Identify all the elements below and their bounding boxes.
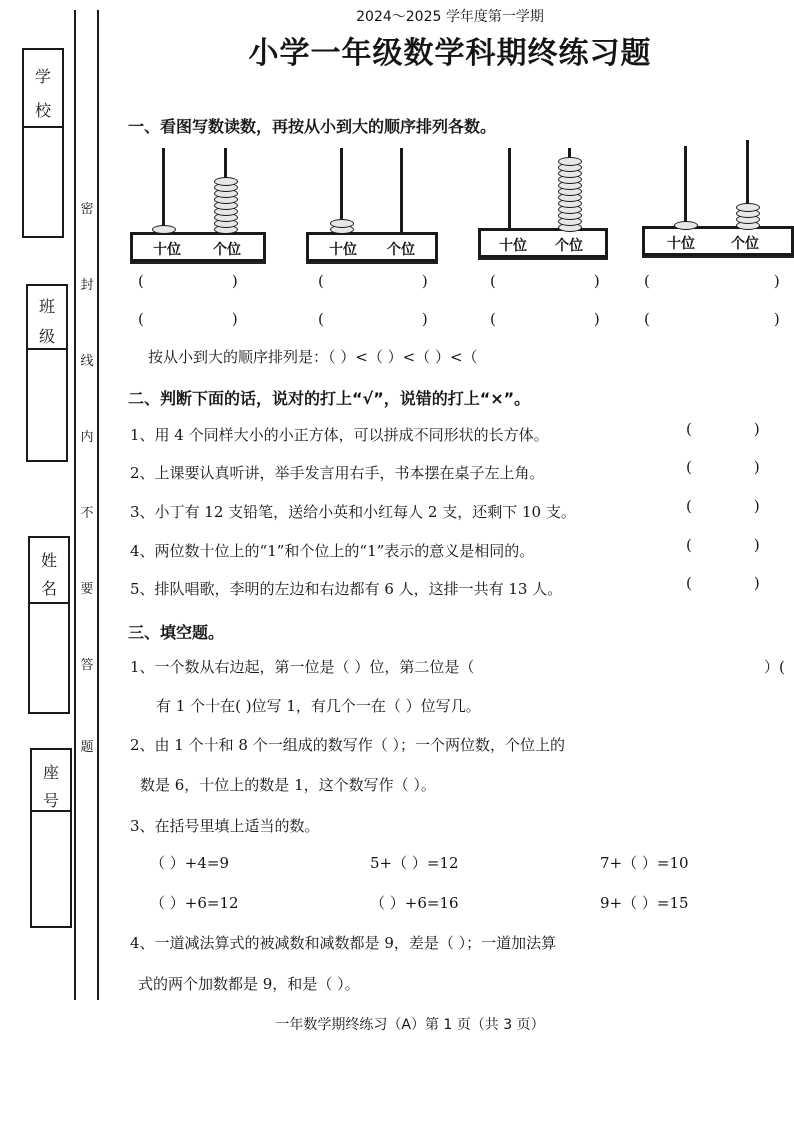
school-year: 2024～2025 学年度第一学期 [356, 9, 544, 25]
class-divider [28, 348, 66, 350]
equation-5[interactable]: （ ）+6=16 [370, 894, 459, 912]
seal-char-2: 封 [80, 278, 94, 293]
page-title: 小学一年级数学科期终练习题 [248, 36, 652, 71]
fill-q1-line1: 1、一个数从右边起，第一位是（ ）位，第二位是（ [130, 658, 475, 676]
abacus-4-reading-blank[interactable]: ( ) [644, 310, 780, 328]
abacus-4-ones-bead [736, 203, 760, 212]
binding-line-right [97, 10, 99, 1000]
fill-q1-line2: 有 1 个十在( )位写 1，有几个一在（ ）位写几。 [156, 697, 481, 715]
section1-heading: 一、看图写数读数，再按从小到大的顺序排列各数。 [128, 117, 497, 136]
abacus-3-number-blank[interactable]: ( ) [490, 272, 600, 290]
fill-q2-line1: 2、由 1 个十和 8 个一组成的数写作（ ）；一个两位数，个位上的 [130, 736, 565, 754]
name-label-2: 名 [40, 579, 57, 598]
page-footer: 一年数学期终练习（A）第 1 页（共 3 页） [275, 1017, 545, 1033]
judge-answer-4[interactable]: ( ) [686, 536, 760, 554]
seal-char-1: 密 [80, 202, 94, 217]
equation-4[interactable]: （ ）+6=12 [150, 894, 239, 912]
judge-answer-2[interactable]: ( ) [686, 458, 760, 476]
seat-label-1: 座 [42, 763, 59, 782]
school-label-2: 校 [34, 101, 51, 120]
abacus-4-tens-label: 十位 [667, 236, 695, 252]
judge-item-1: 1、用 4 个同样大小的小正方体，可以拼成不同形状的长方体。 [130, 426, 549, 444]
order-prompt: 按从小到大的顺序排列是：（ ）<（ ）<（ ）<（ [148, 348, 478, 366]
judge-item-2: 2、上课要认真听讲，举手发言用右手，书本摆在桌子左上角。 [130, 464, 545, 482]
seal-char-8: 题 [80, 740, 94, 755]
name-divider [30, 602, 68, 604]
judge-item-4: 4、两位数十位上的“1”和个位上的“1”表示的意义是相同的。 [130, 542, 535, 560]
abacus-1 [130, 140, 266, 264]
fill-q4-line1: 4、一道减法算式的被减数和减数都是 9，差是（ ）；一道加法算 [130, 934, 557, 952]
abacus-2-tens-bead [330, 219, 354, 228]
abacus-4-tens-rod [684, 146, 687, 230]
judge-answer-3[interactable]: ( ) [686, 497, 760, 515]
class-label-1: 班 [38, 297, 55, 316]
class-label-2: 级 [38, 327, 55, 346]
abacus-2-ones-rod [400, 148, 403, 234]
abacus-3 [478, 140, 608, 264]
abacus-3-tens-label: 十位 [499, 238, 527, 254]
judge-answer-5[interactable]: ( ) [686, 574, 760, 592]
fill-q2-line2: 数是 6，十位上的数是 1，这个数写作（ ）。 [140, 776, 436, 794]
equation-1[interactable]: （ ）+4=9 [150, 854, 229, 872]
seat-label-2: 号 [42, 791, 59, 810]
school-divider [24, 126, 62, 128]
fill-q4-line2: 式的两个加数都是 9，和是（ ）。 [138, 975, 360, 993]
abacus-3-reading-blank[interactable]: ( ) [490, 310, 600, 328]
abacus-2-reading-blank[interactable]: ( ) [318, 310, 428, 328]
abacus-4-number-blank[interactable]: ( ) [644, 272, 780, 290]
abacus-1-ones-label: 个位 [213, 242, 241, 258]
abacus-1-reading-blank[interactable]: ( ) [138, 310, 238, 328]
seal-char-4: 内 [80, 430, 94, 445]
binding-line-left [74, 10, 76, 1000]
abacus-4-frame [642, 226, 794, 256]
school-label-1: 学 [34, 67, 51, 86]
seal-char-6: 要 [80, 582, 94, 597]
section3-heading: 三、填空题。 [128, 623, 225, 642]
seal-char-3: 线 [80, 354, 94, 369]
name-label-1: 姓 [40, 551, 57, 570]
judge-item-3: 3、小丁有 12 支铅笔，送给小英和小红每人 2 支，还剩下 10 支。 [130, 503, 576, 521]
abacus-2-number-blank[interactable]: ( ) [318, 272, 428, 290]
judge-item-5: 5、排队唱歌，李明的左边和右边都有 6 人，这排一共有 13 人。 [130, 580, 563, 598]
equation-2[interactable]: 5+（ ）=12 [370, 854, 459, 872]
abacus-1-tens-label: 十位 [153, 242, 181, 258]
abacus-1-tens-rod [162, 148, 165, 234]
seat-divider [32, 810, 70, 812]
abacus-3-ones-label: 个位 [555, 238, 583, 254]
abacus-2-ones-label: 个位 [387, 242, 415, 258]
equation-3[interactable]: 7+（ ）=10 [600, 854, 689, 872]
judge-answer-1[interactable]: ( ) [686, 420, 760, 438]
abacus-3-frame [478, 228, 608, 258]
seal-char-7: 答 [80, 658, 94, 673]
abacus-4-tens-bead [674, 221, 698, 230]
fill-q3-heading: 3、在括号里填上适当的数。 [130, 817, 320, 835]
section2-heading: 二、判断下面的话，说对的打上“√”，说错的打上“×”。 [128, 389, 531, 408]
abacus-2-frame [306, 232, 438, 262]
abacus-1-ones-bead [214, 177, 238, 186]
abacus-4 [642, 140, 792, 264]
equation-6[interactable]: 9+（ ）=15 [600, 894, 689, 912]
abacus-3-ones-bead [558, 157, 582, 166]
abacus-1-tens-bead [152, 225, 176, 234]
fill-q1-line1-tail: ）( [764, 658, 785, 676]
seal-char-5: 不 [80, 506, 94, 521]
abacus-3-tens-rod [508, 148, 511, 232]
abacus-2 [306, 140, 438, 264]
abacus-4-ones-label: 个位 [731, 236, 759, 252]
abacus-2-tens-label: 十位 [329, 242, 357, 258]
abacus-1-frame [130, 232, 266, 262]
abacus-1-number-blank[interactable]: ( ) [138, 272, 238, 290]
